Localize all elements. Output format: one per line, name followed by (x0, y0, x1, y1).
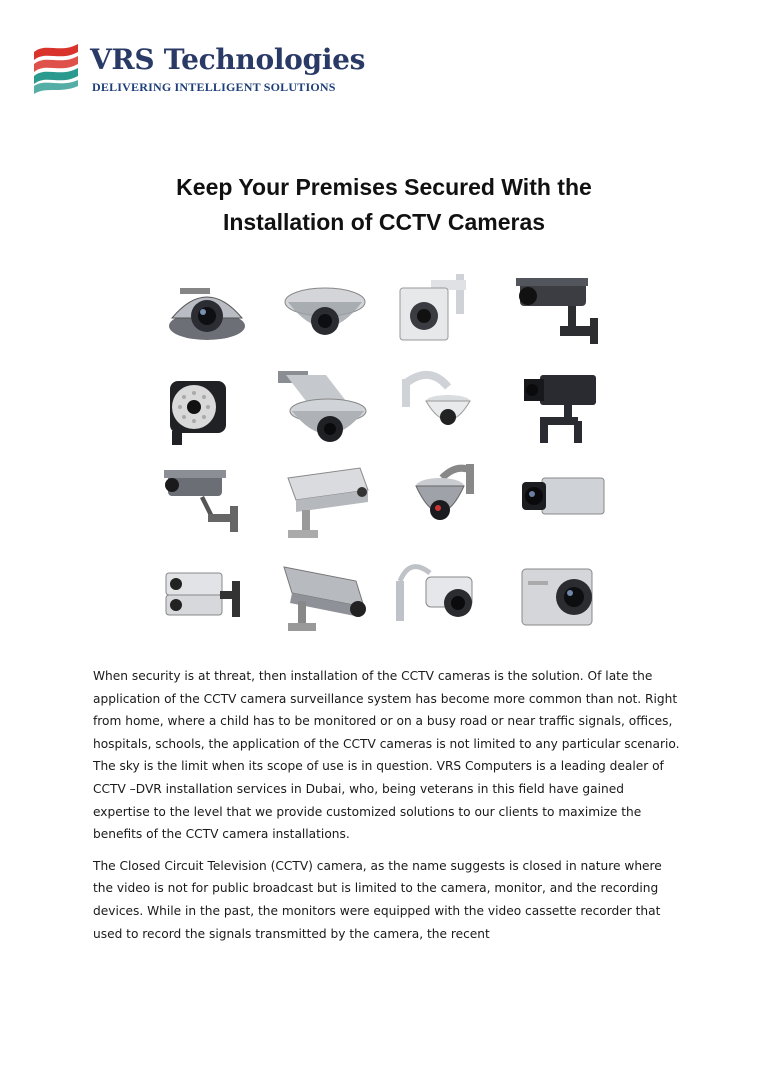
logo-wave-icon (30, 40, 82, 96)
box-camera-icon (386, 266, 501, 358)
dome-camera-icon (268, 361, 383, 453)
company-logo (30, 38, 366, 100)
title-line-1: Keep Your Premises Secured With the (176, 174, 592, 200)
bullet-camera-icon (150, 551, 265, 643)
logo-tagline: DELIVERING INTELLIGENT SOLUTIONS (92, 80, 336, 94)
body-paragraph-1: When security is at threat, then installation of the CCTV cameras is the solution. Of late the application of the CCTV camera surveillance system has become more common than not. Right from home, where a child has to be monitored or on a busy road or near traffic signals, offices, hospitals, schools, the application of the CCTV cameras is not limited to any particular scenario. The sky is the limit when its scope of use is in question. VRS Computers is a leading dealer of CCTV –DVR installation services in Dubai, who, being veterans in this field have gained expertise to the level that we provide customized solutions to our clients to maximize the benefits of the CCTV camera installations. (93, 669, 680, 842)
bullet-camera-icon (386, 551, 501, 643)
bullet-camera-icon (504, 266, 619, 358)
box-camera-icon (504, 456, 619, 548)
article-body (93, 665, 683, 954)
box-camera-icon (504, 361, 619, 453)
title-line-2: Installation of CCTV Cameras (222, 209, 546, 235)
logo-company-name: VRS Technologies (90, 43, 366, 76)
cctv-camera-collage (150, 266, 620, 646)
housing-camera-icon (268, 551, 383, 643)
ptz-camera-icon (386, 361, 501, 453)
dome-camera-icon (150, 266, 265, 358)
ir-camera-icon (150, 361, 265, 453)
dome-camera-icon (268, 266, 383, 358)
page-title (0, 170, 768, 240)
body-paragraph-2: The Closed Circuit Television (CCTV) camera, as the name suggests is closed in nature where the video is not for public broadcast but is limited to the camera, monitor, and the recording devices. While in the past, the monitors were equipped with the video cassette recorder that used to record the signals transmitted by the camera, the recent (93, 858, 662, 941)
ptz-camera-icon (386, 456, 501, 548)
housing-camera-icon (268, 456, 383, 548)
bullet-camera-icon (150, 456, 265, 548)
box-camera-icon (504, 551, 619, 643)
